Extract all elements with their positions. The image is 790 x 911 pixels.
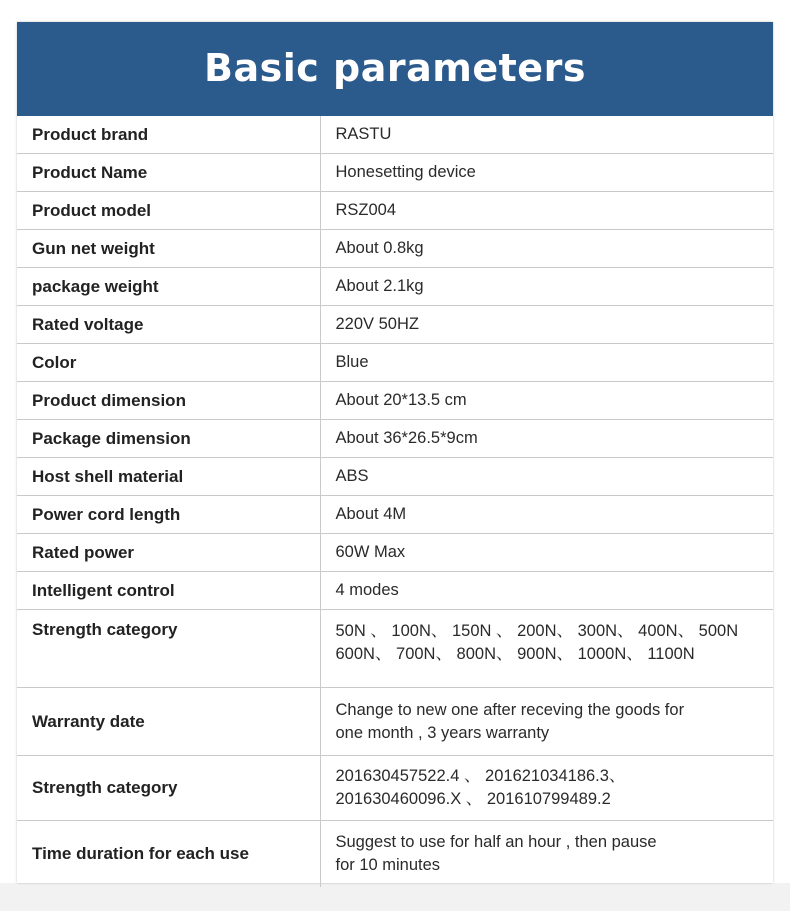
header-banner xyxy=(17,22,773,116)
param-label: Product Name xyxy=(17,154,320,192)
param-value xyxy=(320,572,773,610)
parameters-sheet xyxy=(17,22,773,883)
param-label: Product brand xyxy=(17,116,320,154)
value-line: 201630457522.4 、 201621034186.3、 xyxy=(335,767,626,785)
table-row xyxy=(17,572,773,610)
value-line: 600N、 700N、 800N、 900N、 1000N、 1100N xyxy=(335,645,695,663)
param-label: Color xyxy=(17,344,320,382)
param-label: Strength category xyxy=(17,756,320,821)
param-value xyxy=(320,154,773,192)
value-line: 220V 50HZ xyxy=(335,315,419,333)
table-row xyxy=(17,344,773,382)
param-label: Host shell material xyxy=(17,458,320,496)
value-line: Honesetting device xyxy=(335,163,476,181)
table-row xyxy=(17,306,773,344)
value-line: About 36*26.5*9cm xyxy=(335,429,478,447)
param-value xyxy=(320,688,773,756)
value-line: for 10 minutes xyxy=(335,856,441,874)
table-row xyxy=(17,458,773,496)
table-row xyxy=(17,688,773,756)
param-label: Power cord length xyxy=(17,496,320,534)
value-line: 50N 、 100N、 150N 、 200N、 300N、 400N、 500N xyxy=(335,622,739,640)
param-label: Rated power xyxy=(17,534,320,572)
param-value xyxy=(320,268,773,306)
table-row xyxy=(17,496,773,534)
param-label: Product model xyxy=(17,192,320,230)
param-label: Package dimension xyxy=(17,420,320,458)
param-value xyxy=(320,534,773,572)
table-row xyxy=(17,534,773,572)
value-line: RSZ004 xyxy=(335,201,397,219)
param-value xyxy=(320,821,773,888)
table-row xyxy=(17,116,773,154)
param-value xyxy=(320,496,773,534)
page-bottom-band xyxy=(0,883,790,911)
table-row xyxy=(17,420,773,458)
value-line: ABS xyxy=(335,467,369,485)
param-label: Rated voltage xyxy=(17,306,320,344)
value-line: Blue xyxy=(335,353,369,371)
table-row xyxy=(17,821,773,888)
value-line: About 0.8kg xyxy=(335,239,424,257)
value-line: 4 modes xyxy=(335,581,399,599)
param-label: Warranty date xyxy=(17,688,320,756)
param-value xyxy=(320,458,773,496)
value-line: 60W Max xyxy=(335,543,406,561)
value-line: RASTU xyxy=(335,125,392,143)
param-label: Strength category xyxy=(17,610,320,688)
page-title: Basic parameters xyxy=(204,46,586,90)
table-row xyxy=(17,268,773,306)
table-row xyxy=(17,610,773,688)
param-value xyxy=(320,610,773,688)
param-label: Product dimension xyxy=(17,382,320,420)
param-value xyxy=(320,420,773,458)
param-label: Intelligent control xyxy=(17,572,320,610)
param-value xyxy=(320,344,773,382)
param-value xyxy=(320,116,773,154)
value-line: Suggest to use for half an hour , then pause xyxy=(335,833,657,851)
value-line: one month , 3 years warranty xyxy=(335,723,550,742)
param-value xyxy=(320,306,773,344)
parameters-table xyxy=(17,116,773,887)
param-label: Gun net weight xyxy=(17,230,320,268)
value-line: 201630460096.X 、 201610799489.2 xyxy=(335,790,611,808)
table-row xyxy=(17,756,773,821)
table-row xyxy=(17,230,773,268)
value-line: About 2.1kg xyxy=(335,277,424,295)
param-label: package weight xyxy=(17,268,320,306)
value-line: About 20*13.5 cm xyxy=(335,391,467,409)
param-label: Time duration for each use xyxy=(17,821,320,888)
value-line: About 4M xyxy=(335,505,407,523)
table-row xyxy=(17,192,773,230)
param-value xyxy=(320,382,773,420)
table-row xyxy=(17,154,773,192)
value-line: Change to new one after receving the goods for xyxy=(335,700,685,719)
table-row xyxy=(17,382,773,420)
param-value xyxy=(320,230,773,268)
param-value xyxy=(320,756,773,821)
param-value xyxy=(320,192,773,230)
